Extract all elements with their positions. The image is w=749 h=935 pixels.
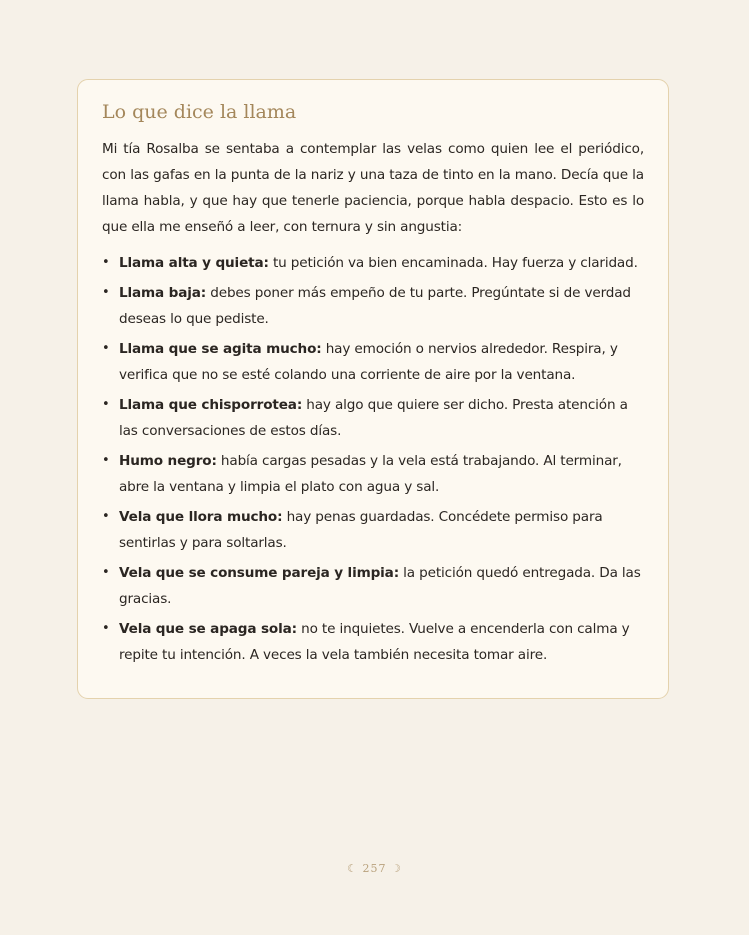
list-item — [102, 504, 644, 556]
bullet-icon: • — [102, 255, 110, 270]
list-item — [102, 392, 644, 444]
candle-reading-list — [102, 250, 644, 668]
item-text: tu petición va bien encaminada. Hay fuerza y claridad. — [268, 255, 638, 271]
item-term: Llama que se agita mucho: — [119, 341, 322, 357]
item-text: no te inquietes. Vuelve a encenderla con calma y repite tu intención. A veces la vela también necesita tomar aire. — [119, 621, 630, 663]
item-text: había cargas pesadas y la vela está trabajando. Al terminar, abre la ventana y limpia el plato con agua y sal. — [119, 453, 622, 495]
item-text: hay algo que quiere ser dicho. Presta atención a las conversaciones de estos días. — [119, 397, 628, 439]
item-term: Vela que se consume pareja y limpia: — [119, 565, 399, 581]
item-text: la petición quedó entregada. Da las gracias. — [119, 565, 641, 607]
item-term: Humo negro: — [119, 453, 217, 469]
item-term: Llama baja: — [119, 285, 207, 301]
item-text: hay emoción o nervios alrededor. Respira, y verifica que no se esté colando una corriente de aire por la ventana. — [119, 341, 618, 383]
bullet-icon: • — [102, 453, 110, 468]
list-item — [102, 336, 644, 388]
list-item — [102, 560, 644, 612]
item-term: Vela que se apaga sola: — [119, 621, 297, 637]
list-item — [102, 250, 644, 276]
bullet-icon: • — [102, 509, 110, 524]
bullet-icon: • — [102, 565, 110, 580]
item-term: Llama que chisporrotea: — [119, 397, 303, 413]
content-card — [77, 79, 669, 699]
item-text: debes poner más empeño de tu parte. Pregúntate si de verdad deseas lo que pediste. — [119, 285, 631, 327]
list-item — [102, 280, 644, 332]
bullet-icon: • — [102, 341, 110, 356]
page-number: ☾ 257 ☽ — [347, 862, 402, 875]
bullet-icon: • — [102, 621, 110, 636]
section-title: Lo que dice la llama — [102, 101, 297, 123]
bullet-icon: • — [102, 285, 110, 300]
intro-paragraph: Mi tía Rosalba se sentaba a contemplar las velas como quien lee el periódico, con las gafas en la punta de la nariz y una taza de tinto en la mano. Decía que la llama habla, y que hay que tenerle paciencia, porque habla despacio. Esto es lo que ella me enseñó a leer, con ternura y sin angustia: — [102, 141, 644, 235]
item-text: hay penas guardadas. Concédete permiso para sentirlas y para soltarlas. — [119, 509, 603, 551]
list-item — [102, 448, 644, 500]
item-term: Llama alta y quieta: — [119, 255, 269, 271]
bullet-icon: • — [102, 397, 110, 412]
list-item — [102, 616, 644, 668]
item-term: Vela que llora mucho: — [119, 509, 283, 525]
